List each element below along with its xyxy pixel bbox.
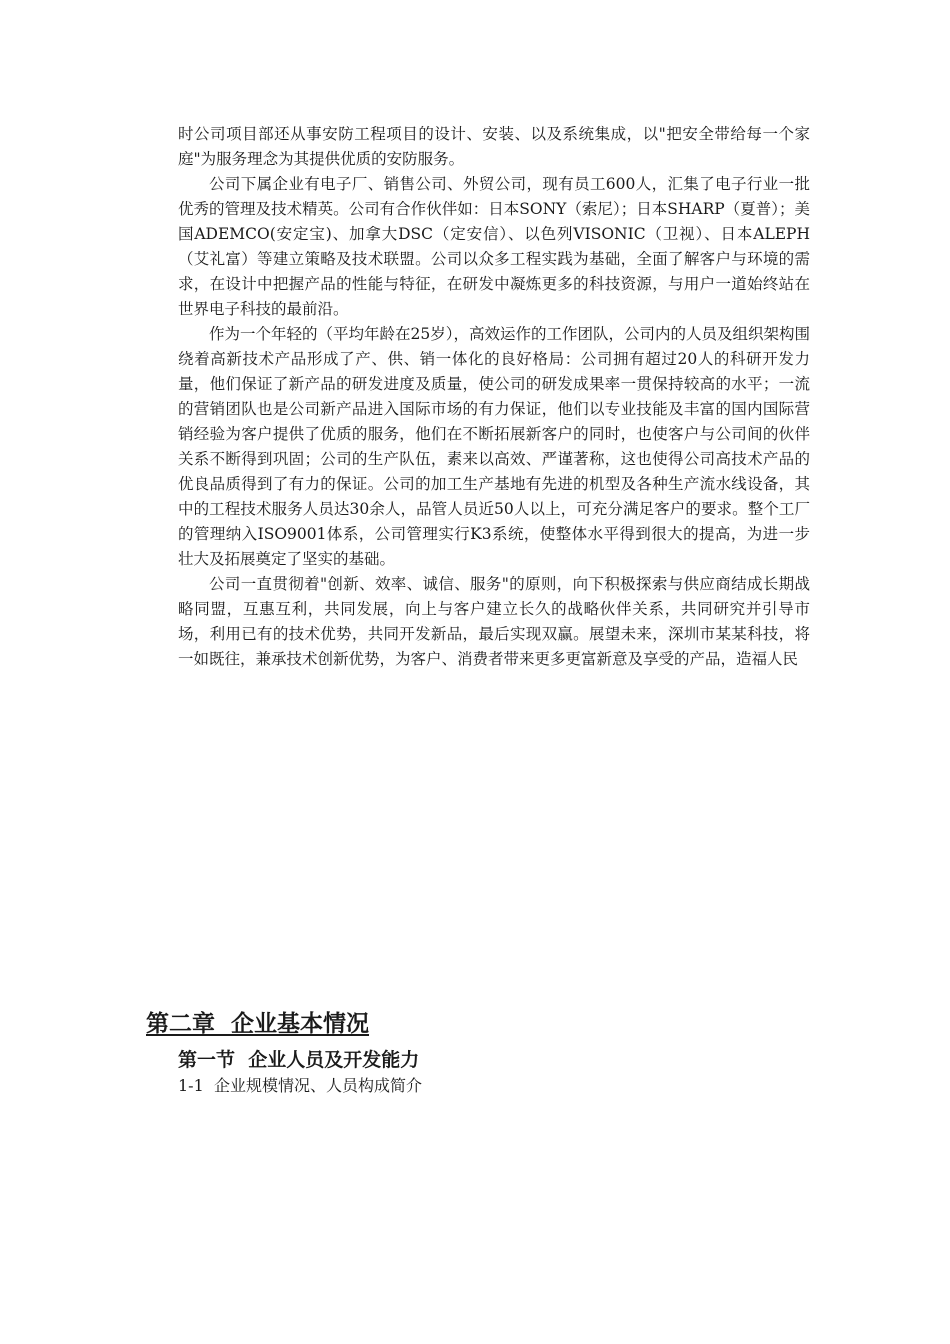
paragraph-partners: 公司下属企业有电子厂、销售公司、外贸公司，现有员工600人，汇集了电子行业一批优秀的管理及技术精英。公司有合作伙伴如：日本SONY（索尼）；日本SHARP（夏普）；美国ADEMCO(安定宝)、加拿大DSC（定安信）、以色列VISONIC（卫视）、日本ALEPH（艾礼富）等建立策略及技术联盟。公司以众多工程实践为基础，全面了解客户与环境的需求，在设计中把握产品的性能与特征，在研发中凝炼更多的科技资源，与用户一道始终站在世界电子科技的最前沿。 — [178, 175, 810, 318]
body-text — [178, 122, 810, 672]
section-title: 第一节 企业人员及开发能力 — [178, 1049, 420, 1071]
subsection-title: 1-1 企业规模情况、人员构成简介 — [178, 1076, 422, 1095]
paragraph-principles: 公司一直贯彻着"创新、效率、诚信、服务"的原则，向下积极探索与供应商结成长期战略同盟，互惠互利，共同发展，向上与客户建立长久的战略伙伴关系，共同研究并引导市场，利用已有的技术优势，共同开发新品，最后实现双赢。展望未来，深圳市某某科技，将一如既往，兼承技术创新优势，为客户、消费者带来更多更富新意及享受的产品，造福人民 — [178, 575, 810, 668]
paragraph-continuation: 时公司项目部还从事安防工程项目的设计、安装、以及系统集成，以"把安全带给每一个家庭"为服务理念为其提供优质的安防服务。 — [178, 125, 810, 168]
chapter-title: 第二章 企业基本情况 — [146, 1010, 370, 1037]
paragraph-team: 作为一个年轻的（平均年龄在25岁），高效运作的工作团队，公司内的人员及组织架构围绕着高新技术产品形成了产、供、销一体化的良好格局：公司拥有超过20人的科研开发力量，他们保证了新产品的研发进度及质量，使公司的研发成果率一贯保持较高的水平；一流的营销团队也是公司新产品进入国际市场的有力保证，他们以专业技能及丰富的国内国际营销经验为客户提供了优质的服务，他们在不断拓展新客户的同时，也使客户与公司间的伙伴关系不断得到巩固；公司的生产队伍，素来以高效、严谨著称，这也使得公司高技术产品的优良品质得到了有力的保证。公司的加工生产基地有先进的机型及各种生产流水线设备，其中的工程技术服务人员达30余人，品管人员近50人以上，可充分满足客户的要求。整个工厂的管理纳入ISO9001体系，公司管理实行K3系统，使整体水平得到很大的提高，为进一步壮大及拓展奠定了坚实的基础。 — [178, 325, 810, 568]
